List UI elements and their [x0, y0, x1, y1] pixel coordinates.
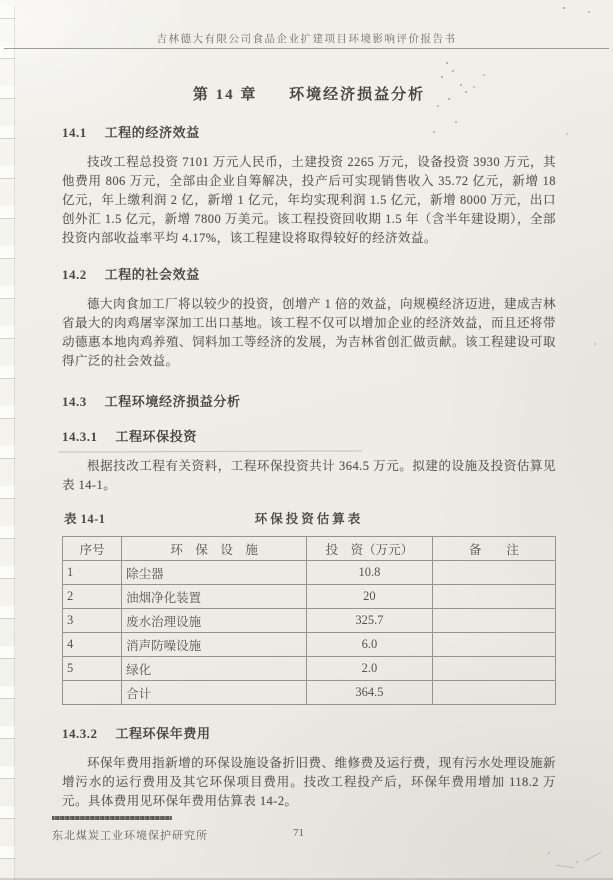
cell-no: 1 [63, 561, 122, 585]
table-label: 表 14-1 [64, 512, 106, 526]
section-heading-14-1 [62, 122, 556, 141]
table-row [63, 561, 556, 585]
cell-note [432, 561, 555, 585]
cell-facility: 绿化 [122, 657, 307, 681]
page-number: 71 [293, 827, 304, 839]
cell-investment: 6.0 [307, 633, 433, 657]
paragraph-env-investment: 根据技改工程有关资料，工程环保投资共计 364.5 万元。拟建的设施及投资估算见表 14-1。 [62, 459, 556, 492]
cell-no [63, 681, 122, 705]
section-heading-14-3-2 [62, 723, 556, 742]
section-title: 工程环境经济损益分析 [104, 394, 241, 409]
table-row [63, 657, 556, 681]
cell-investment: 2.0 [307, 657, 433, 681]
table-row-total [63, 681, 556, 705]
section-title: 工程环保投资 [115, 429, 197, 444]
section-heading-14-3 [62, 391, 556, 410]
section-heading-14-3-1 [62, 426, 556, 445]
cell-investment: 364.5 [307, 681, 433, 705]
cell-investment: 20 [307, 585, 433, 609]
cell-note [432, 609, 555, 633]
paragraph-social-benefit: 德大肉食加工厂将以较少的投资，创增产 1 倍的效益，向规模经济迈进，建成吉林省最大的肉鸡屠宰深加工出口基地。该工程不仅可以增加企业的经济效益，而且还将带动德惠本地肉鸡养殖、饲料加工等经济的发展，为吉林省创汇做贡献。该工程建设可取得广泛的社会效益。 [62, 297, 556, 368]
binding-edge [0, 0, 15, 880]
cell-facility: 油烟净化装置 [122, 585, 307, 609]
section-number: 14.3.1 [62, 429, 98, 444]
cell-no: 4 [63, 633, 122, 657]
col-header-investment: 投 资（万元） [307, 537, 433, 561]
env-investment-table [62, 536, 556, 705]
footer-rule [52, 816, 172, 820]
scan-noise-specks [0, 0, 2, 2]
chapter-heading [62, 83, 556, 104]
cell-no: 3 [63, 609, 122, 633]
page-content [62, 75, 556, 811]
section-title: 工程的经济效益 [104, 125, 200, 140]
chapter-number: 第 14 章 [192, 87, 258, 103]
cell-note [432, 681, 555, 705]
cell-note [432, 585, 555, 609]
paragraph-annual-cost: 环保年费用指新增的环保设施设备折旧费、维修费及运行费，现有污水处理设施新增污水的运行费用及其它环保项目费用。技改工程投产后，环保年费用增加 118.2 万元。具体费用见环保年费用估算表 14-2。 [62, 756, 556, 808]
cell-facility: 消声防噪设施 [122, 633, 307, 657]
section-number: 14.3 [62, 394, 87, 409]
section-number: 14.2 [62, 267, 87, 282]
cell-facility: 合计 [122, 681, 307, 705]
cell-investment: 325.7 [307, 609, 433, 633]
chapter-name: 环境经济损益分析 [289, 87, 426, 103]
table-caption-row [62, 509, 556, 527]
cell-no: 2 [63, 585, 122, 609]
cell-note [432, 633, 555, 657]
section-title: 工程的社会效益 [104, 267, 200, 282]
header-rule [4, 48, 609, 49]
scan-mark [556, 865, 574, 868]
cell-note [432, 657, 555, 681]
section-title: 工程环保年费用 [115, 726, 211, 741]
running-header-title: 吉林德大有限公司食品企业扩建项目环境影响评价报告书 [156, 34, 457, 45]
cell-facility: 除尘器 [122, 561, 307, 585]
footer-organization: 东北煤炭工业环境保护研究所 [52, 830, 208, 842]
table-row [63, 633, 556, 657]
cell-investment: 10.8 [307, 561, 433, 585]
section-heading-14-2 [62, 264, 556, 283]
binding-holes [0, 6, 15, 880]
table-header-row [63, 537, 556, 561]
col-header-note: 备 注 [432, 537, 555, 561]
scan-mark [585, 852, 601, 861]
running-header [0, 31, 613, 46]
section-number: 14.3.2 [62, 726, 98, 741]
paragraph-economic-benefit: 技改工程总投资 7101 万元人民币，土建投资 2265 万元，设备投资 3930 万元，其他费用 806 万元，全部由企业自筹解决，投产后可实现销售收入 35.72 亿元，新增 18 亿元，年上缴利润 2 亿，新增 1 亿元，年均实现利润 1.5 亿元，新增 8000 万元，出口创外汇 1.5 亿元，新增 7800 万美元。该工程投资回收期 1.5 年（含半年建设期），全部投资内部收益率平均 4.17%，该工程建设将取得较好的经济效益。 [62, 155, 556, 245]
cell-no: 5 [63, 657, 122, 681]
table-row [63, 609, 556, 633]
col-header-no: 序号 [63, 537, 122, 561]
table-row [63, 585, 556, 609]
col-header-facility: 环 保 设 施 [122, 537, 307, 561]
table-caption: 环保投资估算表 [254, 512, 364, 526]
section-number: 14.1 [62, 125, 87, 140]
cell-facility: 废水治理设施 [122, 609, 307, 633]
